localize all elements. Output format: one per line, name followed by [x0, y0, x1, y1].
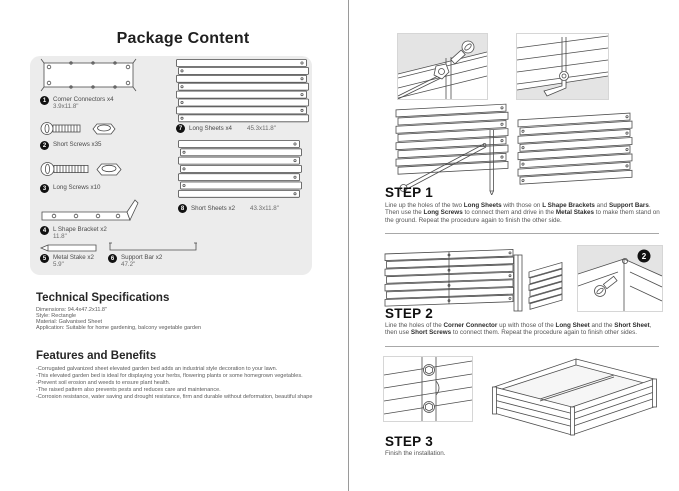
hex-nut-icon — [92, 122, 116, 136]
item-number-badge: 5 — [40, 254, 49, 263]
item-label: Short Screws x35 — [53, 141, 102, 148]
item-label: Short Sheets x2 — [191, 205, 236, 212]
feature-line: -This elevated garden bed is ideal for displaying your herbs, flowering plants or some homegrown vegetables. — [36, 373, 303, 379]
item-size: 3.9x11.8" — [53, 103, 79, 110]
item-number-badge: 1 — [40, 96, 49, 105]
tech-spec-line: Material: Galvanised Sheet — [36, 319, 103, 326]
tech-spec-line: Dimensions: 94.4x47.2x11.8" — [36, 307, 107, 313]
item-long-screws — [40, 184, 100, 193]
feature-line: -The raised pattern also prevents pests and reduces care and maintenance. — [36, 387, 221, 393]
step-divider — [385, 233, 659, 234]
short-sheets-diagram — [178, 140, 302, 201]
step1-stake-detail-illustration — [516, 33, 609, 100]
long-screw-icon — [40, 160, 92, 178]
item-long-sheets — [176, 124, 276, 133]
feature-line: -Corrugated galvanized sheet elevated garden bed adds an industrial style decoration to your lawn. — [36, 366, 278, 372]
item-number-badge: 4 — [40, 226, 49, 235]
item-size: 43.3x11.8" — [250, 205, 279, 212]
page-divider — [348, 0, 349, 491]
step3-connector-detail-illustration — [383, 356, 473, 422]
step1-long-sheet-left-illustration — [394, 100, 516, 195]
step2-description: Line the holes of the Corner Connector up with those of the Long Sheet and the Short Sheet, then use Short Screws to connect them. Repeat the procedure again to finish other sides. — [385, 322, 652, 337]
step2-detail-badge: 2 — [641, 251, 647, 261]
item-size: 11.8" — [53, 233, 67, 240]
step1-description: Line up the holes of the two Long Sheets with those on L Shape Brackets and Support Bars. Then use the Long Screws to connect them and drive in the Metal Stakes to make them stand on the ground. Repeat the procedure again to finish the other side. — [385, 202, 660, 224]
step2-heading: STEP 2 — [385, 306, 434, 321]
features-list — [36, 366, 341, 401]
item-short-sheets — [178, 204, 279, 213]
item-number-badge: 6 — [108, 254, 117, 263]
step2-screw-detail-illustration — [577, 245, 663, 312]
item-short-screws — [40, 141, 102, 150]
item-number-badge: 3 — [40, 184, 49, 193]
item-label: L Shape Bracket x2 — [53, 226, 107, 233]
step-divider — [385, 346, 659, 347]
item-size: 5.9" — [53, 261, 64, 268]
item-label: Support Bar x2 — [121, 254, 163, 261]
support-bar-icon — [108, 242, 198, 252]
features-heading: Features and Benefits — [36, 350, 157, 362]
corner-connector-diagram — [40, 57, 137, 94]
item-support-bar — [108, 254, 162, 268]
item-label: Long Screws x10 — [53, 184, 101, 191]
hex-nut-icon — [96, 162, 122, 177]
item-number-badge: 2 — [40, 141, 49, 150]
step3-finished-bed-illustration — [488, 355, 662, 439]
tech-spec-line: Style: Rectangle — [36, 313, 77, 320]
step1-long-sheet-right-illustration — [516, 108, 636, 195]
tech-specs-list — [36, 307, 336, 331]
feature-line: -Prevent soil erosion and weeds to ensure plant health. — [36, 380, 171, 386]
step1-heading: STEP 1 — [385, 185, 434, 200]
metal-stake-icon — [40, 244, 98, 252]
item-corner-connectors — [40, 96, 114, 110]
l-shape-bracket-icon — [40, 198, 140, 227]
step2-corner-assembly-illustration — [383, 244, 563, 314]
page-title: Package Content — [116, 30, 250, 47]
item-label: Metal Stake x2 — [53, 254, 94, 261]
long-sheets-diagram — [176, 59, 309, 123]
item-size: 45.3x11.8" — [247, 125, 276, 132]
item-label: Corner Connectors x4 — [53, 96, 114, 103]
feature-line: -Corrosion resistance, water saving and drought resistance, firm and durable without deformation, beautiful shape — [36, 394, 313, 400]
tech-spec-line: Application: Suitable for home gardening, balcony vegetable garden — [36, 325, 202, 332]
step3-heading: STEP 3 — [385, 434, 434, 449]
step1-screw-detail-illustration — [397, 33, 488, 100]
step3-description: Finish the installation. — [385, 450, 446, 457]
tech-specs-heading: Technical Specifications — [36, 292, 170, 304]
item-metal-stake — [40, 254, 94, 268]
item-label: Long Sheets x4 — [189, 125, 233, 132]
short-screw-icon — [40, 120, 86, 137]
item-number-badge: 8 — [178, 204, 187, 213]
item-number-badge: 7 — [176, 124, 185, 133]
item-l-shape-bracket — [40, 226, 107, 240]
item-size: 47.2" — [121, 261, 136, 268]
